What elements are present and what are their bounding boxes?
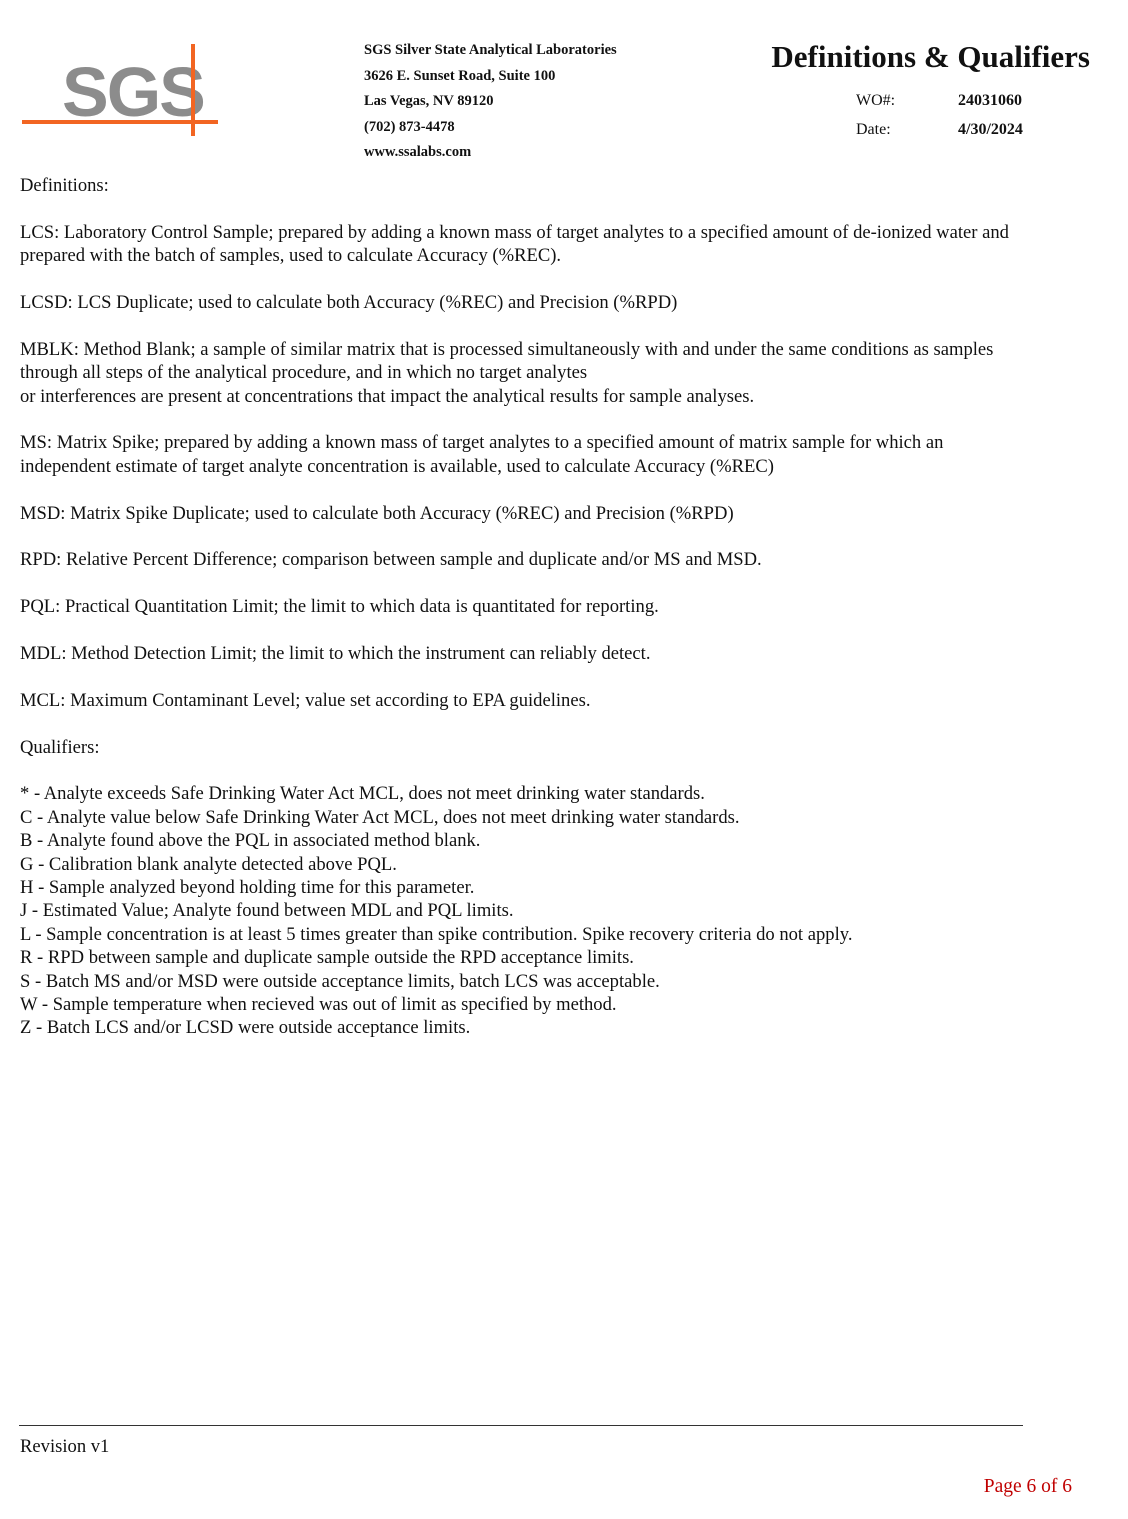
qualifier-item: Z - Batch LCS and/or LCSD were outside acceptance limits. (20, 1017, 471, 1039)
lab-name: SGS Silver State Analytical Laboratories (364, 42, 617, 58)
qualifier-item: R - RPD between sample and duplicate sample outside the RPD acceptance limits. (20, 947, 634, 969)
footer-divider (19, 1425, 1023, 1426)
definition-item (20, 548, 1090, 571)
qualifier-item: C - Analyte value below Safe Drinking Water Act MCL, does not meet drinking water standards. (20, 806, 740, 828)
definition-line: through all steps of the analytical procedure, and in which no target analytes (20, 362, 588, 384)
lab-website[interactable]: www.ssalabs.com (364, 144, 472, 161)
definition-line: LCSD: LCS Duplicate; used to calculate both Accuracy (%REC) and Precision (%RPD) (20, 292, 678, 313)
wo-value: 24031060 (958, 92, 1022, 109)
qualifier-item: W - Sample temperature when recieved was out of limit as specified by method. (20, 994, 617, 1016)
definition-line: PQL: Practical Quantitation Limit; the limit to which data is quantitated for reporting. (20, 596, 659, 618)
revision-label: Revision v1 (20, 1436, 110, 1457)
lab-city: Las Vegas, NV 89120 (364, 93, 494, 110)
definition-item (20, 595, 1090, 618)
date-value: 4/30/2024 (958, 121, 1023, 138)
qualifiers-list (20, 782, 1090, 1039)
definition-line: MSD: Matrix Spike Duplicate; used to calculate both Accuracy (%REC) and Precision (%RPD) (20, 502, 734, 524)
sgs-logo-text: SGS (62, 53, 204, 131)
sgs-logo (22, 42, 222, 138)
lab-phone: (702) 873-4478 (364, 118, 455, 135)
qualifier-item: H - Sample analyzed beyond holding time for this parameter. (20, 877, 475, 899)
qualifier-item: L - Sample concentration is at least 5 times greater than spike contribution. Spike recovery criteria do not apply. (20, 923, 853, 945)
definition-item (20, 689, 1090, 712)
page-number: Page 6 of 6 (983, 1476, 1072, 1497)
definition-line: MS: Matrix Spike; prepared by adding a known mass of target analytes to a specified amount of matrix sample for which an (20, 432, 944, 454)
definitions-list (20, 221, 1090, 712)
definition-line: RPD: Relative Percent Difference; comparison between sample and duplicate and/or MS and MSD. (20, 549, 762, 571)
definition-item (20, 431, 1090, 478)
wo-label: WO#: (856, 92, 896, 109)
definition-item (20, 338, 1090, 408)
definition-item (20, 642, 1090, 665)
qualifier-item: G - Calibration blank analyte detected above PQL. (20, 853, 397, 875)
definitions-heading: Definitions: (20, 175, 109, 196)
date-label: Date: (856, 121, 891, 138)
definition-item (20, 291, 1090, 314)
qualifiers-heading: Qualifiers: (20, 736, 100, 758)
definition-line: or interferences are present at concentrations that impact the analytical results for sample analyses. (20, 385, 755, 407)
qualifier-item: J - Estimated Value; Analyte found between MDL and PQL limits. (20, 900, 514, 922)
wo-row (856, 91, 1022, 111)
qualifier-item: * - Analyte exceeds Safe Drinking Water Act MCL, does not meet drinking water standards. (20, 783, 705, 805)
definition-line: MBLK: Method Blank; a sample of similar matrix that is processed simultaneously with and under the same conditions as samples (20, 338, 994, 360)
definition-line: MDL: Method Detection Limit; the limit to which the instrument can reliably detect. (20, 643, 651, 664)
definition-item (20, 221, 1090, 268)
document-body (20, 174, 1090, 1040)
page-title: Definitions & Qualifiers (771, 39, 1090, 74)
definition-line: MCL: Maximum Contaminant Level; value set according to EPA guidelines. (20, 689, 591, 711)
lab-info (364, 40, 617, 168)
qualifier-item: B - Analyte found above the PQL in associated method blank. (20, 830, 481, 852)
definition-line: independent estimate of target analyte concentration is available, used to calculate Accuracy (%REC) (20, 455, 774, 477)
lab-address: 3626 E. Sunset Road, Suite 100 (364, 67, 556, 84)
qualifier-item: S - Batch MS and/or MSD were outside acceptance limits, batch LCS was acceptable. (20, 970, 660, 992)
definition-line: prepared with the batch of samples, used to calculate Accuracy (%REC). (20, 245, 562, 267)
date-row (856, 120, 1023, 140)
definition-item (20, 502, 1090, 525)
definition-line: LCS: Laboratory Control Sample; prepared by adding a known mass of target analytes to a specified amount of de-ionized water and (20, 221, 1009, 243)
